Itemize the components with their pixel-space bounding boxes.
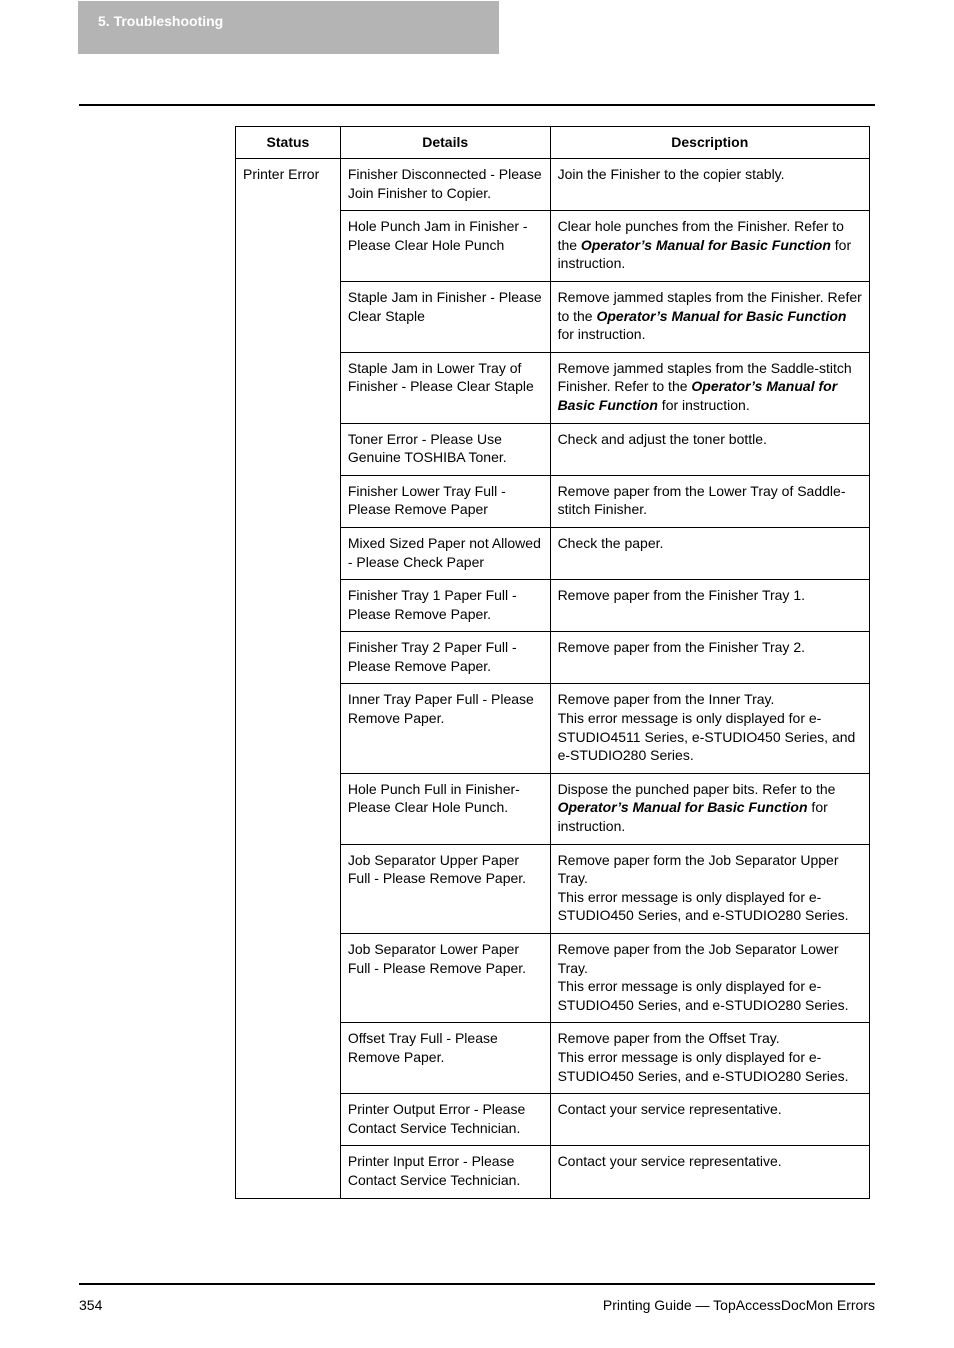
bottom-divider bbox=[79, 1283, 875, 1285]
description-text: This error message is only displayed for e-STUDIO4511 Series, e-STUDIO450 Series, and e-STUDIO280 Series. bbox=[557, 710, 856, 764]
details-cell: Job Separator Upper Paper Full - Please Remove Paper. bbox=[340, 844, 550, 933]
description-text: This error message is only displayed for e-STUDIO450 Series, and e-STUDIO280 Series. bbox=[557, 1048, 849, 1084]
description-text: Remove paper from the Finisher Tray 2. bbox=[557, 639, 805, 656]
page-number: 354 bbox=[79, 1297, 103, 1313]
description-cell bbox=[550, 580, 869, 632]
description-text: Contact your service representative. bbox=[557, 1101, 782, 1118]
section-title: 5. Troubleshooting bbox=[98, 13, 224, 29]
details-cell: Inner Tray Paper Full - Please Remove Paper. bbox=[340, 684, 550, 773]
details-cell: Toner Error - Please Use Genuine TOSHIBA Toner. bbox=[340, 423, 550, 475]
manual-reference: Operator’s Manual for Basic Function bbox=[557, 799, 808, 816]
description-text: Remove paper from the Inner Tray. bbox=[557, 691, 775, 708]
column-header-status: Status bbox=[236, 127, 341, 159]
manual-reference: Operator’s Manual for Basic Function bbox=[580, 236, 831, 253]
details-cell: Finisher Tray 2 Paper Full - Please Remove Paper. bbox=[340, 632, 550, 684]
column-header-details: Details bbox=[340, 127, 550, 159]
description-cell bbox=[550, 632, 869, 684]
description-cell bbox=[550, 423, 869, 475]
details-cell: Finisher Lower Tray Full - Please Remove Paper bbox=[340, 475, 550, 527]
description-text: for instruction. bbox=[557, 799, 828, 835]
description-text: Remove paper from the Finisher Tray 1. bbox=[557, 587, 805, 604]
description-text: Contact your service representative. bbox=[557, 1153, 782, 1170]
description-cell bbox=[550, 281, 869, 352]
status-cell: Printer Error bbox=[236, 159, 341, 1199]
details-cell: Printer Output Error - Please Contact Service Technician. bbox=[340, 1094, 550, 1146]
details-cell: Staple Jam in Finisher - Please Clear Staple bbox=[340, 281, 550, 352]
details-cell: Finisher Disconnected - Please Join Finisher to Copier. bbox=[340, 159, 550, 211]
description-cell bbox=[550, 527, 869, 579]
description-text: Remove paper from the Lower Tray of Saddle-stitch Finisher. bbox=[557, 482, 846, 518]
description-cell bbox=[550, 1146, 869, 1198]
details-cell: Finisher Tray 1 Paper Full - Please Remove Paper. bbox=[340, 580, 550, 632]
details-cell: Hole Punch Full in Finisher-Please Clear Hole Punch. bbox=[340, 773, 550, 844]
description-text: Clear hole punches from the Finisher. Refer to the bbox=[557, 218, 844, 253]
details-cell: Printer Input Error - Please Contact Service Technician. bbox=[340, 1146, 550, 1198]
description-cell bbox=[550, 1094, 869, 1146]
section-header-bar bbox=[78, 1, 499, 54]
description-text: for instruction. bbox=[557, 326, 646, 343]
description-text: Remove paper form the Job Separator Upper Tray. bbox=[557, 851, 839, 887]
description-cell bbox=[550, 684, 869, 773]
description-text: Check and adjust the toner bottle. bbox=[557, 430, 767, 447]
description-text: Check the paper. bbox=[557, 534, 664, 551]
details-cell: Job Separator Lower Paper Full - Please Remove Paper. bbox=[340, 934, 550, 1023]
description-cell bbox=[550, 934, 869, 1023]
error-table bbox=[235, 126, 870, 1199]
description-text: Remove jammed staples from the Finisher. Refer to the bbox=[557, 288, 862, 324]
details-cell: Offset Tray Full - Please Remove Paper. bbox=[340, 1023, 550, 1094]
manual-reference: Operator’s Manual for Basic Function bbox=[557, 378, 838, 413]
description-cell bbox=[550, 352, 869, 423]
table-row bbox=[236, 159, 870, 211]
table-header-row bbox=[236, 127, 870, 159]
description-text: for instruction. bbox=[657, 396, 750, 413]
description-text: Join the Finisher to the copier stably. bbox=[557, 166, 785, 182]
details-cell: Mixed Sized Paper not Allowed - Please Check Paper bbox=[340, 527, 550, 579]
details-cell: Staple Jam in Lower Tray of Finisher - Please Clear Staple bbox=[340, 352, 550, 423]
description-cell bbox=[550, 211, 869, 282]
footer-title: Printing Guide — TopAccessDocMon Errors bbox=[602, 1297, 875, 1313]
description-cell bbox=[550, 475, 869, 527]
details-cell: Hole Punch Jam in Finisher - Please Clear Hole Punch bbox=[340, 211, 550, 282]
description-text: Remove paper from the Job Separator Lower Tray. bbox=[557, 941, 839, 976]
description-cell bbox=[550, 1023, 869, 1094]
description-text: Dispose the punched paper bits. Refer to the bbox=[557, 780, 836, 797]
description-cell bbox=[550, 844, 869, 933]
description-cell bbox=[550, 773, 869, 844]
description-cell bbox=[550, 159, 869, 211]
description-text: Remove jammed staples from the Saddle-stitch Finisher. Refer to the bbox=[557, 359, 852, 395]
column-header-description: Description bbox=[550, 127, 869, 159]
top-divider bbox=[79, 104, 875, 106]
description-text: for instruction. bbox=[557, 236, 852, 272]
description-text: This error message is only displayed for e-STUDIO450 Series, and e-STUDIO280 Series. bbox=[557, 888, 849, 924]
description-text: This error message is only displayed for e-STUDIO450 Series, and e-STUDIO280 Series. bbox=[557, 978, 849, 1013]
description-text: Remove paper from the Offset Tray. bbox=[557, 1030, 780, 1047]
manual-reference: Operator’s Manual for Basic Function bbox=[596, 307, 847, 324]
